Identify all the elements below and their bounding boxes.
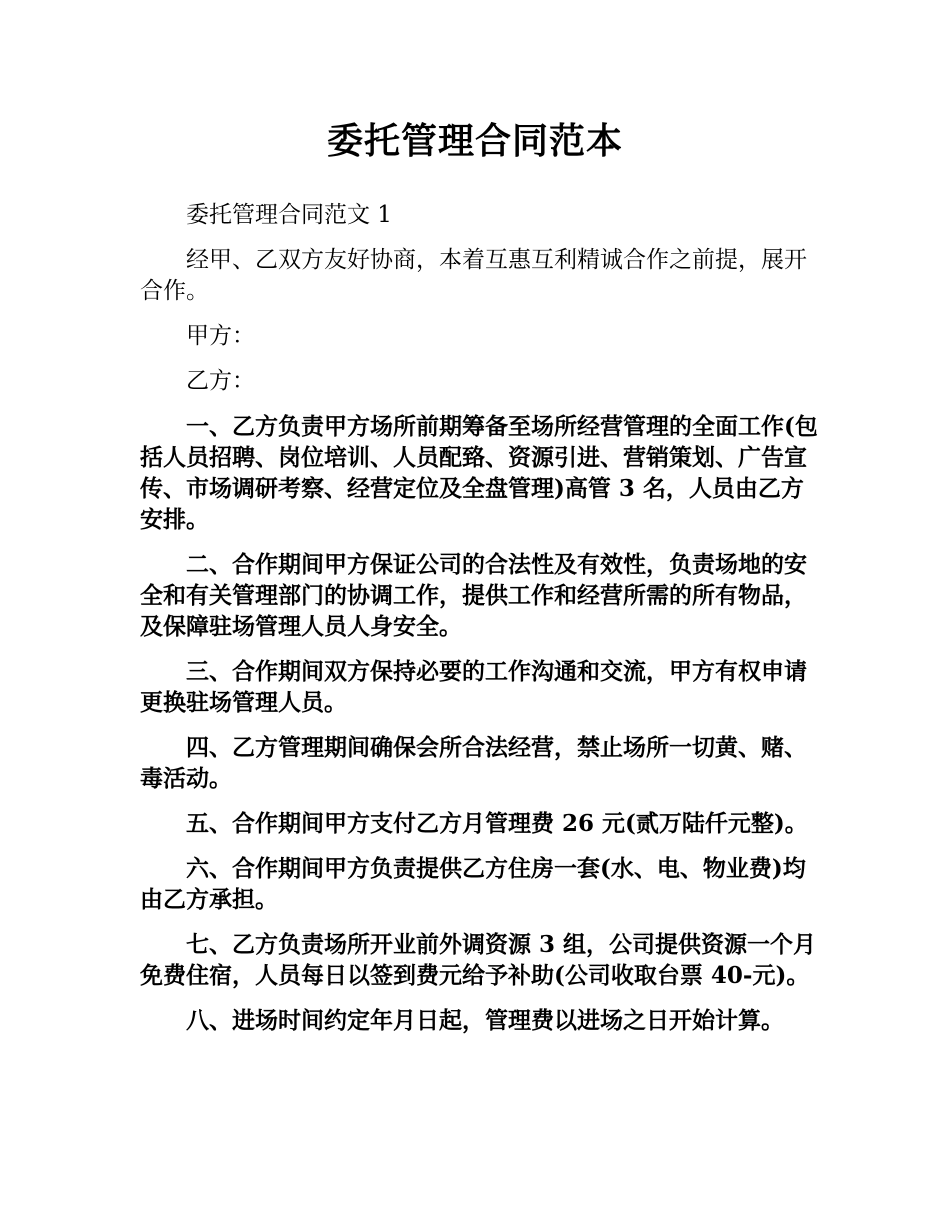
clause-3: 三、合作期间双方保持必要的工作沟通和交流，甲方有权申请更换驻场管理人员。 bbox=[140, 658, 807, 716]
clause-7: 七、乙方负责场所开业前外调资源 3 组，公司提供资源一个月免费住宿，人员每日以签到费元给予补助(公司收取台票 40-元)。 bbox=[140, 931, 817, 989]
document-title: 委托管理合同范本 bbox=[326, 121, 623, 162]
document-body bbox=[140, 200, 820, 1050]
clause-6: 六、合作期间甲方负责提供乙方住房一套(水、电、物业费)均由乙方承担。 bbox=[140, 855, 806, 913]
clause-5: 五、合作期间甲方支付乙方月管理费 26 元(贰万陆仟元整)。 bbox=[186, 810, 808, 837]
clause-8: 八、进场时间约定年月日起，管理费以进场之日开始计算。 bbox=[186, 1007, 784, 1034]
document-subtitle: 委托管理合同范文 1 bbox=[186, 202, 392, 228]
party-b-label: 乙方： bbox=[186, 368, 255, 394]
clause-2: 二、合作期间甲方保证公司的合法性及有效性，负责场地的安全和有关管理部门的协调工作，提供工作和经营所需的所有物品，及保障驻场管理人员人身安全。 bbox=[140, 551, 807, 640]
clause-4: 四、乙方管理期间确保会所合法经营，禁止场所一切黄、赌、毒活动。 bbox=[140, 734, 807, 792]
party-a-label: 甲方： bbox=[186, 323, 255, 349]
clause-1: 一、乙方负责甲方场所前期筹备至场所经营管理的全面工作(包括人员招聘、岗位培训、人员配臵、资源引进、营销策划、广告宣传、市场调研考察、经营定位及全盘管理)高管 3 名，人员由乙方安排。 bbox=[140, 413, 818, 533]
intro-paragraph: 经甲、乙双方友好协商，本着互惠互利精诚合作之前提，展开合作。 bbox=[140, 247, 807, 304]
